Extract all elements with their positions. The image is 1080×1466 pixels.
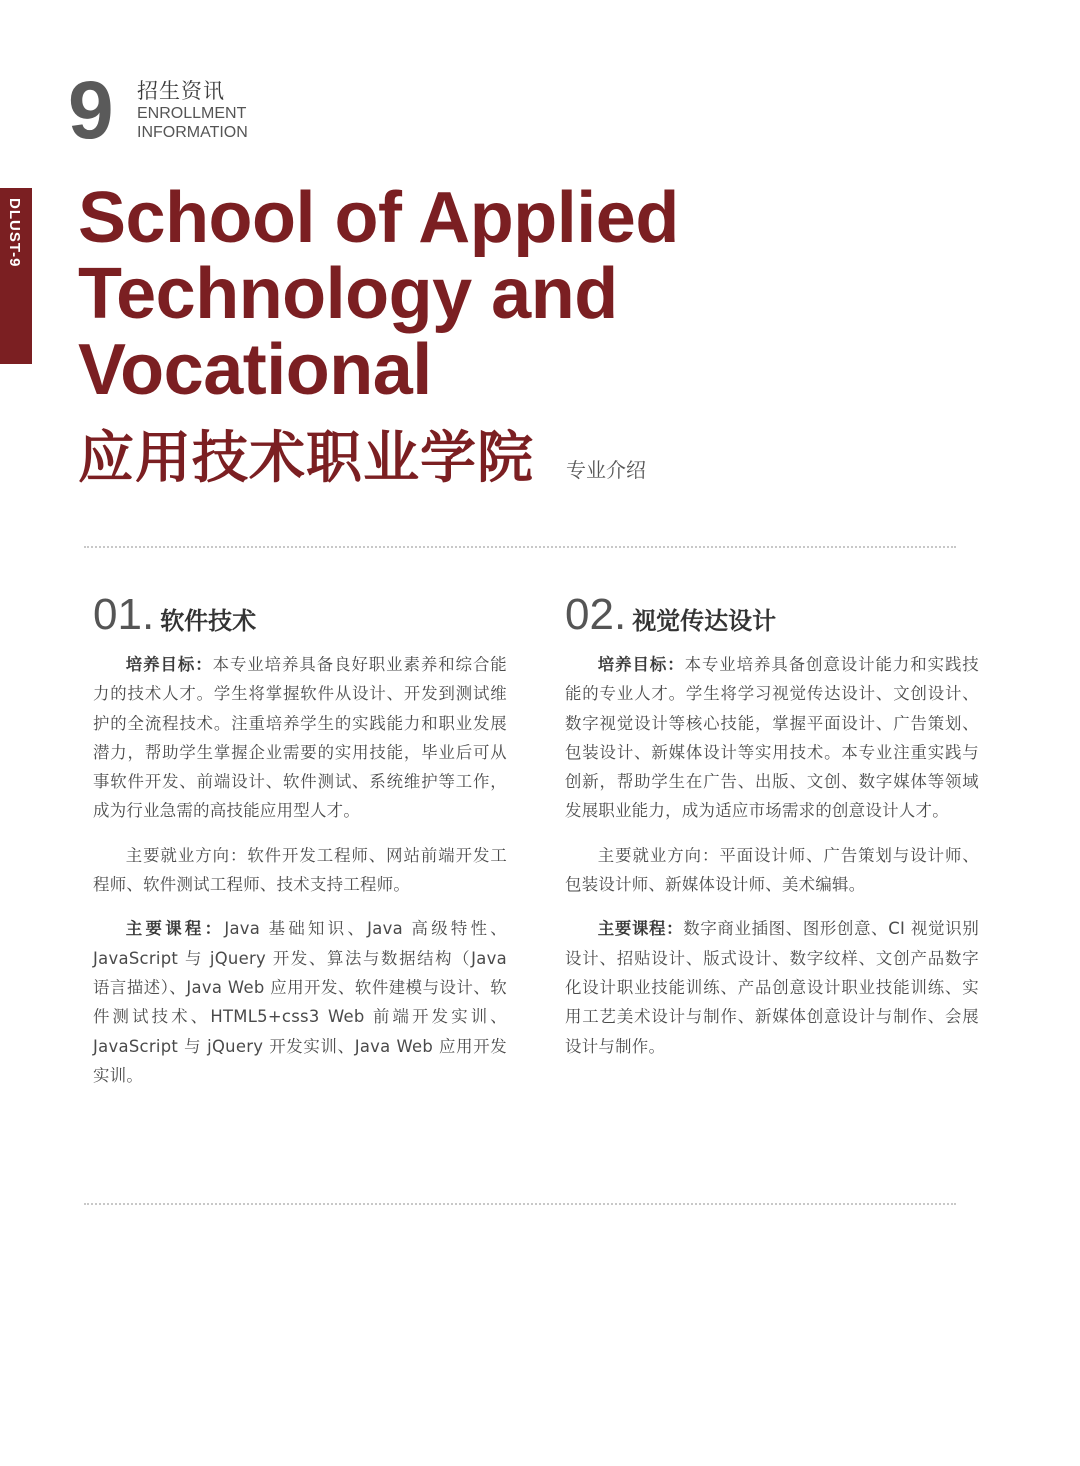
major-number: 02 bbox=[565, 590, 614, 639]
training-goal bbox=[565, 650, 979, 826]
career-direction-label: 主要就业方向： bbox=[125, 845, 248, 865]
major-number-dot: . bbox=[613, 590, 627, 639]
main-courses-label: 主要课程： bbox=[597, 919, 684, 939]
side-tab-label: DLUST-9 bbox=[6, 198, 23, 268]
career-direction bbox=[93, 841, 507, 900]
career-direction bbox=[565, 841, 979, 900]
training-goal bbox=[93, 650, 507, 826]
major-heading bbox=[565, 590, 979, 638]
main-courses bbox=[565, 914, 979, 1060]
major-visual-design bbox=[565, 590, 979, 1076]
training-goal-label: 培养目标： bbox=[597, 655, 685, 674]
page-title-en: School of Applied Technology and Vocational bbox=[78, 178, 679, 410]
major-heading bbox=[93, 590, 507, 638]
major-number: 01 bbox=[93, 590, 142, 639]
main-courses-text: 数字商业插图、图形创意、CI 视觉识别设计、招贴设计、版式设计、数字纹样、文创产品数字化设计职业技能训练、产品创意设计职业技能训练、实用工艺美术设计与制作、新媒体创意设计与制作、会展设计与制作。 bbox=[565, 919, 980, 1056]
training-goal-text: 本专业培养具备良好职业素养和综合能力的技术人才。学生将掌握软件从设计、开发到测试维护的全流程技术。注重培养学生的实践能力和职业发展潜力，帮助学生掌握企业需要的实用技能，毕业后可从事软件开发、前端设计、软件测试、系统维护等工作，成为行业急需的高技能应用型人才。 bbox=[93, 655, 507, 821]
main-courses-label: 主要课程： bbox=[125, 919, 225, 939]
main-courses bbox=[93, 914, 507, 1090]
page-number: 9 bbox=[68, 65, 114, 156]
major-name: 视觉传达设计 bbox=[632, 607, 777, 635]
major-number-dot: . bbox=[141, 590, 155, 639]
career-direction-text: 平面设计师、广告策划与设计师、包装设计师、新媒体设计师、美术编辑。 bbox=[565, 845, 980, 895]
main-courses-text: Java 基础知识、Java 高级特性、JavaScript 与 jQuery 开发、算法与数据结构（Java 语言描述）、Java Web 应用开发、软件建模与设计、软件测试技术、HTML5+css3 Web 前端开发实训、JavaScript 与 jQuery 开发实训、Java Web 应用开发实训。 bbox=[93, 919, 508, 1085]
section-title-en: ENROLLMENT INFORMATION bbox=[137, 105, 248, 141]
career-direction-label: 主要就业方向： bbox=[597, 845, 720, 865]
page-title-cn: 应用技术职业学院 bbox=[78, 426, 534, 491]
page-subtitle: 专业介绍 bbox=[566, 458, 646, 482]
major-name: 软件技术 bbox=[160, 607, 257, 635]
section-title-cn: 招生资讯 bbox=[137, 79, 225, 103]
training-goal-label: 培养目标： bbox=[125, 655, 213, 674]
bottom-divider bbox=[84, 1203, 956, 1205]
training-goal-text: 本专业培养具备创意设计能力和实践技能的专业人才。学生将学习视觉传达设计、文创设计、数字视觉设计等核心技能，掌握平面设计、广告策划、包装设计、新媒体设计等实用技术。本专业注重实践与创新，帮助学生在广告、出版、文创、数字媒体等领域发展职业能力，成为适应市场需求的创意设计人才。 bbox=[565, 655, 979, 821]
career-direction-text: 软件开发工程师、网站前端开发工程师、软件测试工程师、技术支持工程师。 bbox=[93, 845, 508, 895]
major-software bbox=[93, 590, 507, 1105]
top-divider bbox=[84, 546, 956, 548]
